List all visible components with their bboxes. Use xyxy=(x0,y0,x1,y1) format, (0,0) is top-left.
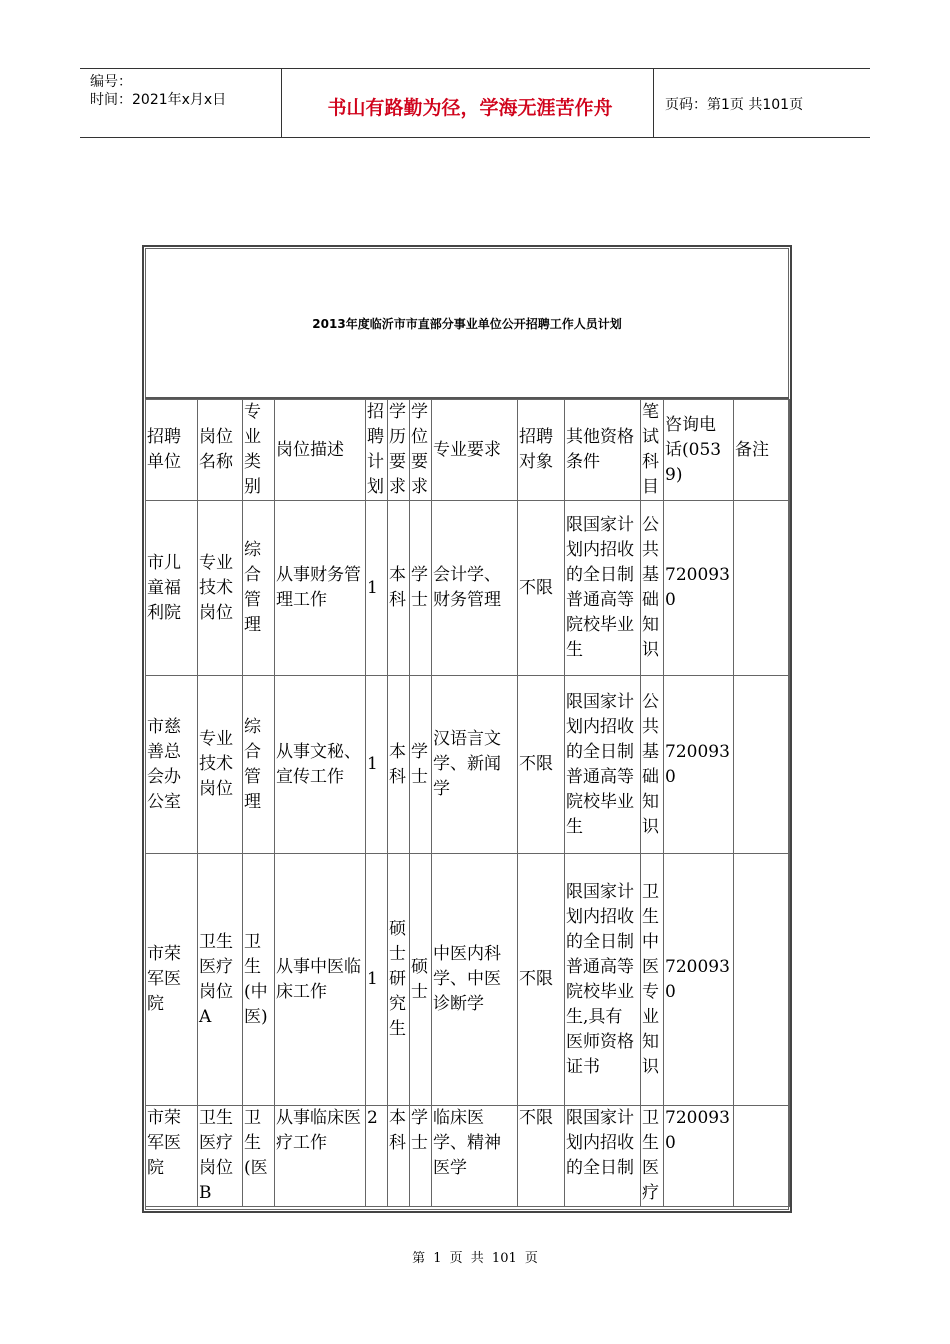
serial-label: 编号： xyxy=(90,74,132,90)
table-cell: 公共基础知识 xyxy=(641,501,664,676)
header-page-info: 页码：第1页 共101页 xyxy=(665,97,804,113)
table-row xyxy=(146,501,790,676)
header-cell: 岗位描述 xyxy=(275,400,366,501)
table-cell: 中医内科学、中医诊断学 xyxy=(432,854,518,1106)
table-cell: 学士 xyxy=(410,676,432,854)
table-cell: 卫生医疗岗位A xyxy=(198,854,243,1106)
table-cell: 1 xyxy=(366,501,388,676)
header-cell: 备注 xyxy=(734,400,790,501)
table-cell: 卫生中医专业知识 xyxy=(641,854,664,1106)
table-cell: 限国家计划内招收的全日制普通高等院校毕业生,具有医师资格证书 xyxy=(565,854,641,1106)
table-cell xyxy=(734,501,790,676)
table-cell: 卫生(中医) xyxy=(243,854,275,1106)
table-cell: 卫生医疗 xyxy=(641,1106,664,1207)
table-cell: 限国家计划内招收的全日制普通高等院校毕业生 xyxy=(565,501,641,676)
header-motto: 书山有路勤为径，学海无涯苦作舟 xyxy=(327,97,613,119)
table-cell: 综合管理 xyxy=(243,501,275,676)
header-cell: 招聘计划 xyxy=(366,400,388,501)
table-cell: 本科 xyxy=(388,501,410,676)
page-footer: 第 1 页 共 101 页 xyxy=(412,1251,538,1266)
header-cell: 招聘单位 xyxy=(146,400,198,501)
table-cell: 会计学、财务管理 xyxy=(432,501,518,676)
table-cell: 硕士 xyxy=(410,854,432,1106)
header-cell: 学位要求 xyxy=(410,400,432,501)
header-meta xyxy=(90,73,226,109)
table-cell: 从事临床医疗工作 xyxy=(275,1106,366,1207)
table-cell: 从事财务管理工作 xyxy=(275,501,366,676)
table-cell: 市荣军医院 xyxy=(146,1106,198,1207)
table-cell xyxy=(734,676,790,854)
page-header xyxy=(80,68,870,138)
table-cell: 2 xyxy=(366,1106,388,1207)
table-cell: 不限 xyxy=(518,1106,565,1207)
header-cell: 笔试科目 xyxy=(641,400,664,501)
table-cell: 卫生(医 xyxy=(243,1106,275,1207)
table-cell: 不限 xyxy=(518,501,565,676)
table-cell: 1 xyxy=(366,854,388,1106)
table-cell: 公共基础知识 xyxy=(641,676,664,854)
recruitment-table xyxy=(145,399,790,1207)
table-cell xyxy=(734,1106,790,1207)
table-row xyxy=(146,1106,790,1207)
table-cell: 市儿童福利院 xyxy=(146,501,198,676)
table-cell: 学士 xyxy=(410,1106,432,1207)
table-header-row xyxy=(146,400,790,501)
header-cell: 学历要求 xyxy=(388,400,410,501)
table-cell: 不限 xyxy=(518,854,565,1106)
table-cell: 从事文秘、宣传工作 xyxy=(275,676,366,854)
table-cell: 临床医学、精神医学 xyxy=(432,1106,518,1207)
table-cell: 硕士研究生 xyxy=(388,854,410,1106)
table-cell: 本科 xyxy=(388,1106,410,1207)
table-cell: 从事中医临床工作 xyxy=(275,854,366,1106)
table-cell: 7200930 xyxy=(664,676,734,854)
table-cell: 限国家计划内招收的全日制 xyxy=(565,1106,641,1207)
header-cell: 专业要求 xyxy=(432,400,518,501)
table-cell: 本科 xyxy=(388,676,410,854)
header-cell: 咨询电话(0539) xyxy=(664,400,734,501)
table-cell: 7200930 xyxy=(664,854,734,1106)
table-cell: 综合管理 xyxy=(243,676,275,854)
table-cell: 7200930 xyxy=(664,1106,734,1207)
table-cell: 1 xyxy=(366,676,388,854)
table-cell: 卫生医疗岗位B xyxy=(198,1106,243,1207)
header-cell: 专业类别 xyxy=(243,400,275,501)
table-cell: 专业技术岗位 xyxy=(198,501,243,676)
table-row xyxy=(146,854,790,1106)
document-title: 2013年度临沂市市直部分事业单位公开招聘工作人员计划 xyxy=(312,316,622,331)
header-divider xyxy=(653,69,654,137)
time-label: 时间：2021年x月x日 xyxy=(90,92,227,108)
table-cell: 汉语言文学、新闻学 xyxy=(432,676,518,854)
table-cell: 市慈善总会办公室 xyxy=(146,676,198,854)
header-cell: 岗位名称 xyxy=(198,400,243,501)
table-cell: 7200930 xyxy=(664,501,734,676)
table-cell: 市荣军医院 xyxy=(146,854,198,1106)
table-cell: 学士 xyxy=(410,501,432,676)
header-divider xyxy=(281,69,282,137)
header-cell: 其他资格条件 xyxy=(565,400,641,501)
table-cell xyxy=(734,854,790,1106)
table-cell: 不限 xyxy=(518,676,565,854)
header-cell: 招聘对象 xyxy=(518,400,565,501)
table-row xyxy=(146,676,790,854)
table-cell: 专业技术岗位 xyxy=(198,676,243,854)
table-cell: 限国家计划内招收的全日制普通高等院校毕业生 xyxy=(565,676,641,854)
